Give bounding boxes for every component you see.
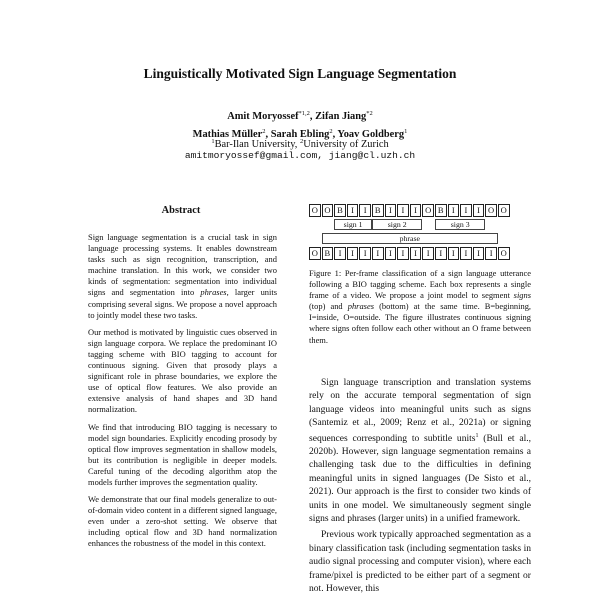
sign-tag-cell: B <box>334 204 346 217</box>
introduction-body <box>309 376 531 596</box>
sign-tag-cell: I <box>385 204 397 217</box>
author-affiliation-mark: 1 <box>404 128 408 135</box>
phrase-tag-cell: O <box>498 247 510 260</box>
sign-tag-cell: O <box>485 204 497 217</box>
sign-segment: sign 3 <box>435 219 485 230</box>
sign-segment: sign 2 <box>372 219 422 230</box>
sign-segment-row <box>309 219 529 231</box>
affiliation-name: University of Zurich <box>303 139 389 150</box>
footnote-mark: 1 <box>475 432 479 439</box>
phrase-segment: phrase <box>322 233 498 244</box>
phrase-tag-cell: I <box>485 247 497 260</box>
author-affiliation-mark: 2 <box>329 128 333 135</box>
sign-tag-cell: I <box>473 204 485 217</box>
body-paragraph: Previous work typically approached segmentation as a binary classification task (including segmentation tasks in audio signal processing and computer vision), where each frame/pixel is predicted to be either part of a segment or not. However, this <box>309 529 531 595</box>
body-text: (Bull et al., 2020b). However, sign language segmentation remains a challenging task due to the difficulties in defining meaningful units in signed languages (De Sisto et al., 2021). Our approach is the first to consider two kinds of units in one model. We simultaneously segment single signs and phrases (larger units) in a unified framework. <box>309 432 531 525</box>
author-name: Yoav Goldberg <box>337 129 405 140</box>
phrase-tag-row <box>309 247 529 260</box>
phrase-tag-cell: I <box>410 247 422 260</box>
sign-tag-cell: B <box>435 204 447 217</box>
abstract-paragraph: Our method is motivated by linguistic cues observed in sign language corpora. We replace the predominant IO tagging scheme with BIO tagging to account for continuous signing. Given that prosody plays a significant role in phrase boundaries, we explore the use of optical flow features. We also provide an extensive analysis of hand shapes and 3D hand normalization. <box>88 326 277 415</box>
affiliations: $^1$Bar-Ilan University, $^2$University of Zurich <box>211 138 389 150</box>
caption-text: (top) and <box>309 301 343 312</box>
sign-tag-cell: I <box>460 204 472 217</box>
author-list: Amit Moryossef$^{*1,2}$, Zifan Jiang$^{*2}$ Mathias Müller$^2$, Sarah Ebling$^2$, Yoav Goldberg$^1$ <box>192 110 408 140</box>
caption-text: Figure 1: Per-frame classification of a sign language utterance following a BIO tagging scheme. Each box represents a single frame of a video. We propose a joint model to segment <box>309 268 531 301</box>
phrase-tag-cell: I <box>422 247 434 260</box>
phrase-tag-cell: B <box>322 247 334 260</box>
phrase-tag-cell: I <box>334 247 346 260</box>
abstract-body <box>88 232 277 556</box>
sign-tag-cell: I <box>397 204 409 217</box>
phrase-tag-cell: I <box>372 247 384 260</box>
phrase-tag-cell: O <box>309 247 321 260</box>
sign-tag-row <box>309 204 529 217</box>
phrase-segment-row <box>309 233 529 245</box>
bio-tagging-figure <box>309 204 529 260</box>
affiliation-mark: 1 <box>211 138 215 145</box>
phrase-tag-cell: I <box>347 247 359 260</box>
author-name: Amit Moryossef <box>227 111 299 122</box>
sign-tag-cell: O <box>422 204 434 217</box>
author-affiliation-mark: *2 <box>366 110 373 117</box>
caption-text: (bottom) at the same time. B=beginning, I=inside, O=outside. The figure illustrates continuous signing where signs often follow each other without an O frame between them. <box>309 301 532 345</box>
sign-tag-cell: O <box>322 204 334 217</box>
author-name: Sarah Ebling <box>270 129 330 140</box>
sign-segment: sign 1 <box>334 219 372 230</box>
abstract-paragraph: Sign language segmentation is a crucial task in sign language processing systems. It enables downstream tasks such as sign recognition, transcription, and machine translation. In this work, we consider two kinds of segmentation: segmentation into individual signs and segmentation into phrases, larger units comprising several signs. We propose a novel approach to jointly model these two tasks. <box>88 232 277 320</box>
phrase-tag-cell: I <box>397 247 409 260</box>
phrase-tag-cell: I <box>359 247 371 260</box>
phrase-tag-cell: I <box>435 247 447 260</box>
paper-title: Linguistically Motivated Sign Language Segmentation <box>143 66 457 81</box>
abstract-heading: Abstract <box>161 205 201 216</box>
sign-tag-cell: O <box>309 204 321 217</box>
sign-tag-cell: B <box>372 204 384 217</box>
phrase-tag-cell: I <box>460 247 472 260</box>
sign-tag-cell: I <box>410 204 422 217</box>
phrase-tag-cell: I <box>473 247 485 260</box>
author-emails: amitmoryossef@gmail.com, jiang@cl.uzh.ch <box>184 150 416 161</box>
author-name: Mathias Müller <box>192 129 263 140</box>
affiliation-name: Bar-Ilan University <box>214 139 295 150</box>
author-name: Zifan Jiang <box>315 111 367 122</box>
sign-tag-cell: I <box>448 204 460 217</box>
caption-emphasis: phrases <box>347 301 374 312</box>
phrase-tag-cell: I <box>385 247 397 260</box>
caption-emphasis: signs <box>513 290 532 301</box>
phrase-tag-cell: I <box>448 247 460 260</box>
sign-tag-cell: I <box>359 204 371 217</box>
figure-caption <box>309 268 531 346</box>
author-affiliation-mark: 2 <box>262 128 266 135</box>
abstract-paragraph: We find that introducing BIO tagging is necessary to model sign boundaries. Explicitly encoding prosody by optical flow improves segmentation in shallow models, but its contribution is negligible in deeper models. Careful tuning of the decoding algorithm atop the models further improves the segmentation quality. <box>88 421 277 487</box>
author-affiliation-mark: *1,2 <box>298 110 310 117</box>
sign-tag-cell: I <box>347 204 359 217</box>
sign-tag-cell: O <box>498 204 510 217</box>
body-paragraph <box>309 376 531 525</box>
body-text: Sign language transcription and translation systems rely on the accurate temporal segmentation of sign language videos into meaningful units such as signs (Santemiz et al., 2009; Renz et al., 2021a) or signing sequences corresponding to subtitle units <box>309 377 531 444</box>
affiliation-mark: 2 <box>299 138 304 145</box>
abstract-paragraph: We demonstrate that our final models generalize to out-of-domain video content in a different signed language, even under a zero-shot setting. We observe that including optical flow and 3D hand normalization enhances the robustness of the model in this context. <box>88 494 277 549</box>
